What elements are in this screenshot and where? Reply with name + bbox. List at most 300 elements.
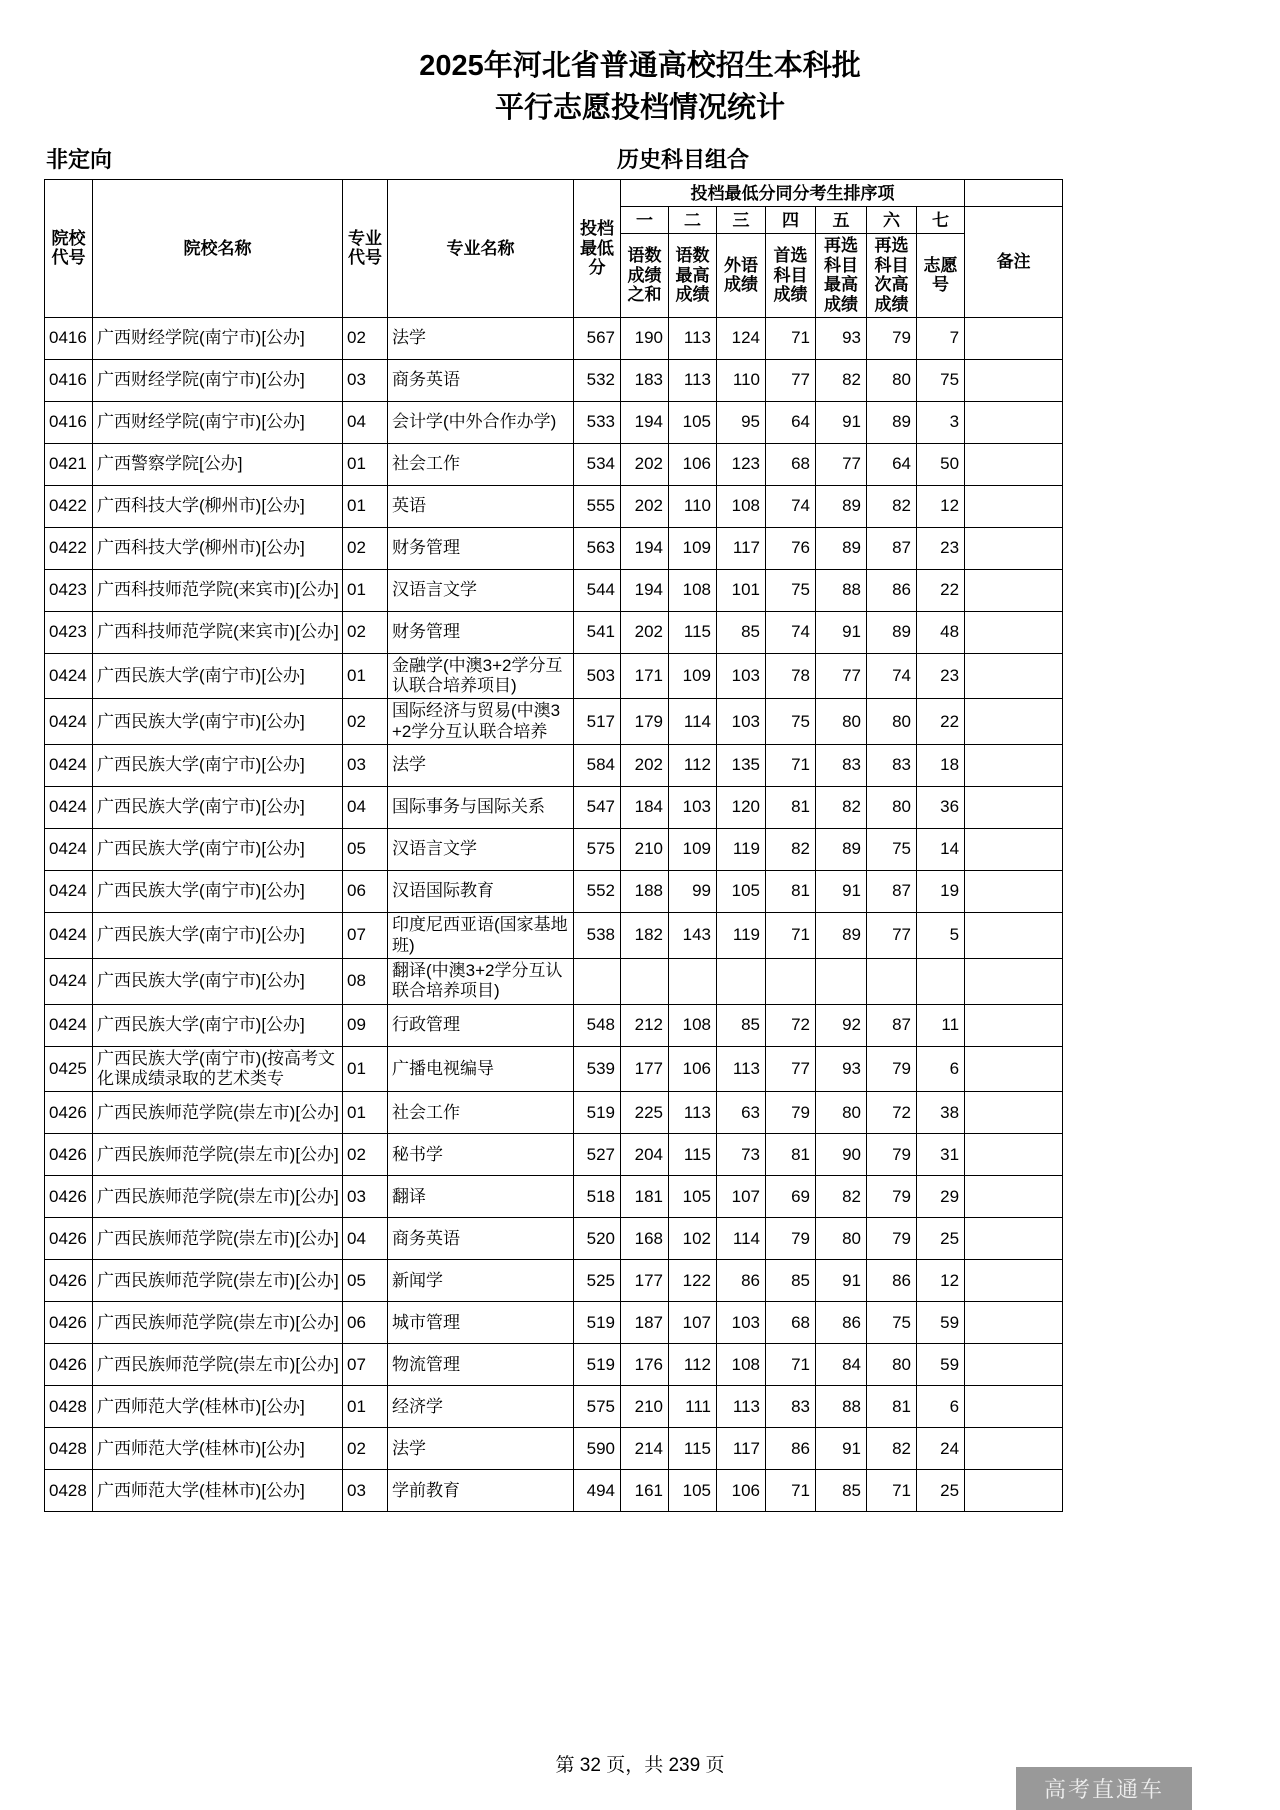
cell-min-score: 519 [574, 1344, 621, 1386]
cell-college-code: 0416 [45, 317, 93, 359]
cell-tie-5: 77 [816, 653, 867, 699]
cell-tie-4: 86 [766, 1428, 816, 1470]
cell-college-name: 广西财经学院(南宁市)[公办] [93, 401, 343, 443]
cell-tie-5: 92 [816, 1004, 867, 1046]
cell-tie-2: 112 [669, 1344, 717, 1386]
cell-tie-6: 87 [867, 527, 917, 569]
cell-tie-4: 82 [766, 829, 816, 871]
cell-tie-7: 50 [917, 443, 965, 485]
cell-tie-5: 80 [816, 699, 867, 745]
cell-tie-4: 71 [766, 1470, 816, 1512]
cell-tie-6: 86 [867, 1260, 917, 1302]
cell-college-code: 0426 [45, 1344, 93, 1386]
header-tie-col-7: 七 [917, 207, 965, 234]
cell-tie-7: 6 [917, 1386, 965, 1428]
cell-remark [965, 913, 1063, 959]
cell-remark [965, 1428, 1063, 1470]
cell-tie-3: 135 [717, 745, 766, 787]
cell-tie-5: 89 [816, 829, 867, 871]
cell-tie-5: 93 [816, 317, 867, 359]
table-row [45, 317, 1063, 359]
cell-tie-3: 123 [717, 443, 766, 485]
cell-college-code: 0422 [45, 527, 93, 569]
cell-tie-1: 188 [621, 871, 669, 913]
cell-tie-4: 74 [766, 611, 816, 653]
cell-tie-2: 143 [669, 913, 717, 959]
cell-tie-5 [816, 958, 867, 1004]
cell-tie-6: 89 [867, 611, 917, 653]
cell-college-name: 广西师范大学(桂林市)[公办] [93, 1470, 343, 1512]
cell-tie-3: 119 [717, 913, 766, 959]
cell-tie-4: 71 [766, 913, 816, 959]
cell-tie-3: 86 [717, 1260, 766, 1302]
cell-tie-6: 80 [867, 787, 917, 829]
cell-college-name: 广西民族师范学院(崇左市)[公办] [93, 1176, 343, 1218]
cell-remark [965, 569, 1063, 611]
cell-tie-6: 71 [867, 1470, 917, 1512]
cell-remark [965, 527, 1063, 569]
cell-tie-2: 105 [669, 1470, 717, 1512]
cell-tie-1: 183 [621, 359, 669, 401]
cell-tie-5: 82 [816, 1176, 867, 1218]
cell-tie-3: 103 [717, 699, 766, 745]
header-college-code: 院校代号 [45, 180, 93, 317]
cell-college-name: 广西民族大学(南宁市)[公办] [93, 1004, 343, 1046]
cell-tie-7: 23 [917, 653, 965, 699]
cell-tie-2: 107 [669, 1302, 717, 1344]
table-row [45, 1046, 1063, 1092]
cell-tie-1: 202 [621, 443, 669, 485]
cell-tie-4: 69 [766, 1176, 816, 1218]
cell-major-name: 汉语言文学 [388, 569, 574, 611]
cell-remark [965, 1218, 1063, 1260]
cell-tie-3: 119 [717, 829, 766, 871]
cell-college-code: 0426 [45, 1092, 93, 1134]
cell-tie-7: 11 [917, 1004, 965, 1046]
table-row [45, 958, 1063, 1004]
cell-tie-6: 79 [867, 317, 917, 359]
cell-college-name: 广西师范大学(桂林市)[公办] [93, 1428, 343, 1470]
cell-min-score: 517 [574, 699, 621, 745]
cell-college-name: 广西民族师范学院(崇左市)[公办] [93, 1344, 343, 1386]
table-row [45, 1092, 1063, 1134]
cell-tie-2: 115 [669, 1428, 717, 1470]
cell-major-code: 01 [343, 1092, 388, 1134]
cell-tie-3: 85 [717, 1004, 766, 1046]
cell-college-code: 0426 [45, 1176, 93, 1218]
cell-major-name: 商务英语 [388, 1218, 574, 1260]
cell-major-code: 04 [343, 1218, 388, 1260]
cell-tie-7: 12 [917, 485, 965, 527]
cell-major-name: 经济学 [388, 1386, 574, 1428]
cell-tie-1: 225 [621, 1092, 669, 1134]
cell-tie-2: 103 [669, 787, 717, 829]
cell-tie-4: 72 [766, 1004, 816, 1046]
cell-major-name: 财务管理 [388, 611, 574, 653]
cell-tie-7: 14 [917, 829, 965, 871]
table-row [45, 443, 1063, 485]
cell-major-code: 05 [343, 829, 388, 871]
cell-major-code: 02 [343, 611, 388, 653]
cell-tie-3: 117 [717, 1428, 766, 1470]
cell-tie-4: 77 [766, 1046, 816, 1092]
admission-table [44, 179, 1063, 1512]
header-tie-desc-6: 再选科目次高成绩 [867, 234, 917, 317]
cell-tie-3: 108 [717, 485, 766, 527]
cell-tie-1: 181 [621, 1176, 669, 1218]
cell-remark [965, 611, 1063, 653]
table-row [45, 401, 1063, 443]
table-row [45, 1470, 1063, 1512]
cell-tie-5: 82 [816, 359, 867, 401]
watermark-badge: 高考直通车 [1016, 1767, 1192, 1810]
cell-major-name: 国际事务与国际关系 [388, 787, 574, 829]
cell-tie-2: 113 [669, 1092, 717, 1134]
cell-remark [965, 958, 1063, 1004]
cell-college-name: 广西民族师范学院(崇左市)[公办] [93, 1260, 343, 1302]
page-title [0, 0, 1280, 127]
cell-min-score: 503 [574, 653, 621, 699]
cell-major-name: 物流管理 [388, 1344, 574, 1386]
header-tie-col-1: 一 [621, 207, 669, 234]
cell-major-code: 05 [343, 1260, 388, 1302]
cell-tie-5: 85 [816, 1470, 867, 1512]
cell-tie-3: 107 [717, 1176, 766, 1218]
cell-tie-6: 79 [867, 1218, 917, 1260]
cell-tie-3: 73 [717, 1134, 766, 1176]
cell-remark [965, 1302, 1063, 1344]
cell-tie-5: 89 [816, 913, 867, 959]
cell-college-code: 0423 [45, 611, 93, 653]
cell-tie-1: 214 [621, 1428, 669, 1470]
cell-tie-1: 194 [621, 527, 669, 569]
cell-college-name: 广西财经学院(南宁市)[公办] [93, 317, 343, 359]
table-row [45, 1302, 1063, 1344]
cell-tie-6: 75 [867, 829, 917, 871]
cell-major-code: 01 [343, 569, 388, 611]
cell-major-name: 社会工作 [388, 443, 574, 485]
cell-major-name: 商务英语 [388, 359, 574, 401]
table-row [45, 1344, 1063, 1386]
cell-tie-2: 113 [669, 359, 717, 401]
cell-college-code: 0424 [45, 787, 93, 829]
cell-tie-5: 91 [816, 1428, 867, 1470]
cell-major-code: 02 [343, 527, 388, 569]
cell-tie-7: 23 [917, 527, 965, 569]
cell-tie-5: 90 [816, 1134, 867, 1176]
cell-major-name: 汉语国际教育 [388, 871, 574, 913]
cell-tie-7: 24 [917, 1428, 965, 1470]
table-row [45, 569, 1063, 611]
table-row [45, 653, 1063, 699]
cell-tie-5: 82 [816, 787, 867, 829]
cell-college-code: 0422 [45, 485, 93, 527]
cell-min-score [574, 958, 621, 1004]
cell-remark [965, 401, 1063, 443]
header-remark: 备注 [965, 207, 1063, 317]
cell-tie-6 [867, 958, 917, 1004]
header-min-score: 投档最低分 [574, 180, 621, 317]
cell-tie-6: 64 [867, 443, 917, 485]
cell-college-code: 0428 [45, 1470, 93, 1512]
cell-remark [965, 359, 1063, 401]
cell-major-name: 印度尼西亚语(国家基地班) [388, 913, 574, 959]
cell-tie-2: 105 [669, 401, 717, 443]
cell-tie-4: 68 [766, 443, 816, 485]
cell-tie-1: 190 [621, 317, 669, 359]
cell-college-name: 广西民族师范学院(崇左市)[公办] [93, 1092, 343, 1134]
cell-tie-5: 88 [816, 569, 867, 611]
cell-college-code: 0416 [45, 359, 93, 401]
cell-major-name: 财务管理 [388, 527, 574, 569]
cell-min-score: 525 [574, 1260, 621, 1302]
cell-tie-4: 79 [766, 1092, 816, 1134]
cell-tie-4: 75 [766, 699, 816, 745]
cell-college-code: 0426 [45, 1302, 93, 1344]
header-tie-col-4: 四 [766, 207, 816, 234]
cell-tie-2: 99 [669, 871, 717, 913]
cell-tie-7: 3 [917, 401, 965, 443]
cell-tie-6: 79 [867, 1176, 917, 1218]
cell-remark [965, 653, 1063, 699]
cell-major-code: 02 [343, 1134, 388, 1176]
cell-tie-6: 81 [867, 1386, 917, 1428]
table-row [45, 1260, 1063, 1302]
cell-tie-2: 106 [669, 443, 717, 485]
section-labels [44, 141, 1062, 173]
cell-min-score: 590 [574, 1428, 621, 1470]
header-row-group [45, 180, 1063, 207]
table-header [45, 180, 1063, 317]
header-tie-desc-3: 外语成绩 [717, 234, 766, 317]
cell-tie-2: 122 [669, 1260, 717, 1302]
cell-college-code: 0426 [45, 1260, 93, 1302]
header-tie-group: 投档最低分同分考生排序项 [621, 180, 965, 207]
table-row [45, 699, 1063, 745]
cell-college-name: 广西民族大学(南宁市)[公办] [93, 829, 343, 871]
cell-major-code: 02 [343, 317, 388, 359]
cell-major-code: 03 [343, 1470, 388, 1512]
cell-tie-1: 202 [621, 745, 669, 787]
cell-tie-5: 88 [816, 1386, 867, 1428]
header-remark-spacer [965, 180, 1063, 207]
cell-tie-3: 106 [717, 1470, 766, 1512]
cell-tie-1: 179 [621, 699, 669, 745]
cell-min-score: 538 [574, 913, 621, 959]
cell-tie-2: 114 [669, 699, 717, 745]
cell-tie-1: 202 [621, 611, 669, 653]
page-number: 第 32 页，共 239 页 [555, 1755, 725, 1776]
cell-major-code: 01 [343, 1046, 388, 1092]
cell-remark [965, 787, 1063, 829]
cell-tie-4: 76 [766, 527, 816, 569]
cell-tie-6: 75 [867, 1302, 917, 1344]
cell-major-code: 03 [343, 745, 388, 787]
cell-college-name: 广西民族大学(南宁市)[公办] [93, 745, 343, 787]
cell-tie-1: 176 [621, 1344, 669, 1386]
cell-tie-5: 80 [816, 1218, 867, 1260]
cell-tie-7: 7 [917, 317, 965, 359]
cell-college-name: 广西民族师范学院(崇左市)[公办] [93, 1218, 343, 1260]
cell-remark [965, 1004, 1063, 1046]
cell-tie-3: 124 [717, 317, 766, 359]
cell-tie-3: 117 [717, 527, 766, 569]
cell-tie-7: 18 [917, 745, 965, 787]
cell-min-score: 520 [574, 1218, 621, 1260]
cell-tie-4: 81 [766, 1134, 816, 1176]
cell-tie-5: 91 [816, 1260, 867, 1302]
cell-tie-1: 168 [621, 1218, 669, 1260]
cell-tie-3: 101 [717, 569, 766, 611]
cell-tie-7: 22 [917, 699, 965, 745]
cell-tie-3: 95 [717, 401, 766, 443]
header-tie-col-6: 六 [867, 207, 917, 234]
cell-min-score: 555 [574, 485, 621, 527]
cell-college-code: 0423 [45, 569, 93, 611]
cell-tie-5: 93 [816, 1046, 867, 1092]
cell-college-code: 0424 [45, 871, 93, 913]
cell-college-name: 广西科技大学(柳州市)[公办] [93, 485, 343, 527]
cell-tie-2: 111 [669, 1386, 717, 1428]
cell-tie-2: 115 [669, 611, 717, 653]
cell-tie-5: 83 [816, 745, 867, 787]
cell-tie-2: 110 [669, 485, 717, 527]
cell-tie-7: 12 [917, 1260, 965, 1302]
cell-college-name: 广西科技师范学院(来宾市)[公办] [93, 569, 343, 611]
table-row [45, 1004, 1063, 1046]
cell-tie-1: 212 [621, 1004, 669, 1046]
cell-tie-3: 103 [717, 1302, 766, 1344]
cell-college-name: 广西科技师范学院(来宾市)[公办] [93, 611, 343, 653]
cell-college-name: 广西民族大学(南宁市)[公办] [93, 653, 343, 699]
cell-major-name: 会计学(中外合作办学) [388, 401, 574, 443]
cell-remark [965, 1176, 1063, 1218]
cell-min-score: 544 [574, 569, 621, 611]
table-body [45, 317, 1063, 1512]
cell-college-code: 0424 [45, 745, 93, 787]
cell-min-score: 584 [574, 745, 621, 787]
cell-major-code: 01 [343, 443, 388, 485]
header-major-name: 专业名称 [388, 180, 574, 317]
header-tie-col-5: 五 [816, 207, 867, 234]
cell-min-score: 539 [574, 1046, 621, 1092]
cell-min-score: 494 [574, 1470, 621, 1512]
cell-remark [965, 1092, 1063, 1134]
cell-tie-4: 64 [766, 401, 816, 443]
cell-tie-5: 89 [816, 485, 867, 527]
header-tie-desc-2: 语数最高成绩 [669, 234, 717, 317]
cell-tie-2: 105 [669, 1176, 717, 1218]
cell-college-name: 广西民族大学(南宁市)[公办] [93, 913, 343, 959]
header-tie-desc-7: 志愿号 [917, 234, 965, 317]
cell-remark [965, 829, 1063, 871]
cell-tie-6: 82 [867, 485, 917, 527]
cell-tie-7: 25 [917, 1218, 965, 1260]
cell-tie-2: 109 [669, 527, 717, 569]
cell-tie-6: 80 [867, 1344, 917, 1386]
cell-college-code: 0428 [45, 1428, 93, 1470]
cell-min-score: 534 [574, 443, 621, 485]
cell-college-code: 0424 [45, 829, 93, 871]
cell-tie-3: 103 [717, 653, 766, 699]
cell-major-code: 01 [343, 653, 388, 699]
cell-major-name: 法学 [388, 1428, 574, 1470]
cell-college-name: 广西民族大学(南宁市)(按高考文化课成绩录取的艺术类专 [93, 1046, 343, 1092]
header-college-name: 院校名称 [93, 180, 343, 317]
cell-college-code: 0426 [45, 1134, 93, 1176]
cell-college-name: 广西民族师范学院(崇左市)[公办] [93, 1302, 343, 1344]
cell-major-name: 英语 [388, 485, 574, 527]
cell-tie-3: 63 [717, 1092, 766, 1134]
cell-tie-1: 210 [621, 1386, 669, 1428]
cell-tie-7: 5 [917, 913, 965, 959]
cell-tie-5: 89 [816, 527, 867, 569]
cell-tie-4: 75 [766, 569, 816, 611]
cell-college-name: 广西民族大学(南宁市)[公办] [93, 958, 343, 1004]
cell-tie-5: 91 [816, 401, 867, 443]
cell-min-score: 527 [574, 1134, 621, 1176]
table-row [45, 1134, 1063, 1176]
cell-major-name: 法学 [388, 745, 574, 787]
cell-tie-7: 36 [917, 787, 965, 829]
cell-tie-4: 68 [766, 1302, 816, 1344]
cell-min-score: 563 [574, 527, 621, 569]
cell-tie-5: 91 [816, 871, 867, 913]
label-non-directed: 非定向 [46, 147, 113, 173]
cell-major-name: 社会工作 [388, 1092, 574, 1134]
cell-major-name: 法学 [388, 317, 574, 359]
cell-tie-1: 204 [621, 1134, 669, 1176]
table-row [45, 1386, 1063, 1428]
cell-college-code: 0424 [45, 653, 93, 699]
cell-college-code: 0424 [45, 699, 93, 745]
table-row [45, 745, 1063, 787]
table-row [45, 359, 1063, 401]
table-row [45, 527, 1063, 569]
cell-tie-4 [766, 958, 816, 1004]
cell-remark [965, 485, 1063, 527]
cell-remark [965, 745, 1063, 787]
cell-college-name: 广西民族大学(南宁市)[公办] [93, 699, 343, 745]
cell-remark [965, 1134, 1063, 1176]
cell-major-code: 07 [343, 1344, 388, 1386]
header-tie-col-3: 三 [717, 207, 766, 234]
cell-tie-1: 210 [621, 829, 669, 871]
cell-college-name: 广西民族大学(南宁市)[公办] [93, 787, 343, 829]
cell-remark [965, 1344, 1063, 1386]
cell-major-name: 翻译 [388, 1176, 574, 1218]
cell-major-name: 新闻学 [388, 1260, 574, 1302]
cell-tie-2: 109 [669, 829, 717, 871]
cell-tie-4: 81 [766, 787, 816, 829]
cell-college-name: 广西财经学院(南宁市)[公办] [93, 359, 343, 401]
cell-tie-7: 6 [917, 1046, 965, 1092]
cell-tie-4: 83 [766, 1386, 816, 1428]
cell-college-code: 0421 [45, 443, 93, 485]
table-row [45, 871, 1063, 913]
cell-major-code: 01 [343, 1386, 388, 1428]
cell-college-name: 广西师范大学(桂林市)[公办] [93, 1386, 343, 1428]
cell-min-score: 533 [574, 401, 621, 443]
header-tie-desc-1: 语数成绩之和 [621, 234, 669, 317]
cell-major-code: 08 [343, 958, 388, 1004]
cell-college-name: 广西科技大学(柳州市)[公办] [93, 527, 343, 569]
cell-tie-1: 187 [621, 1302, 669, 1344]
cell-college-code: 0424 [45, 1004, 93, 1046]
cell-college-name: 广西民族大学(南宁市)[公办] [93, 871, 343, 913]
header-tie-col-2: 二 [669, 207, 717, 234]
cell-major-name: 汉语言文学 [388, 829, 574, 871]
